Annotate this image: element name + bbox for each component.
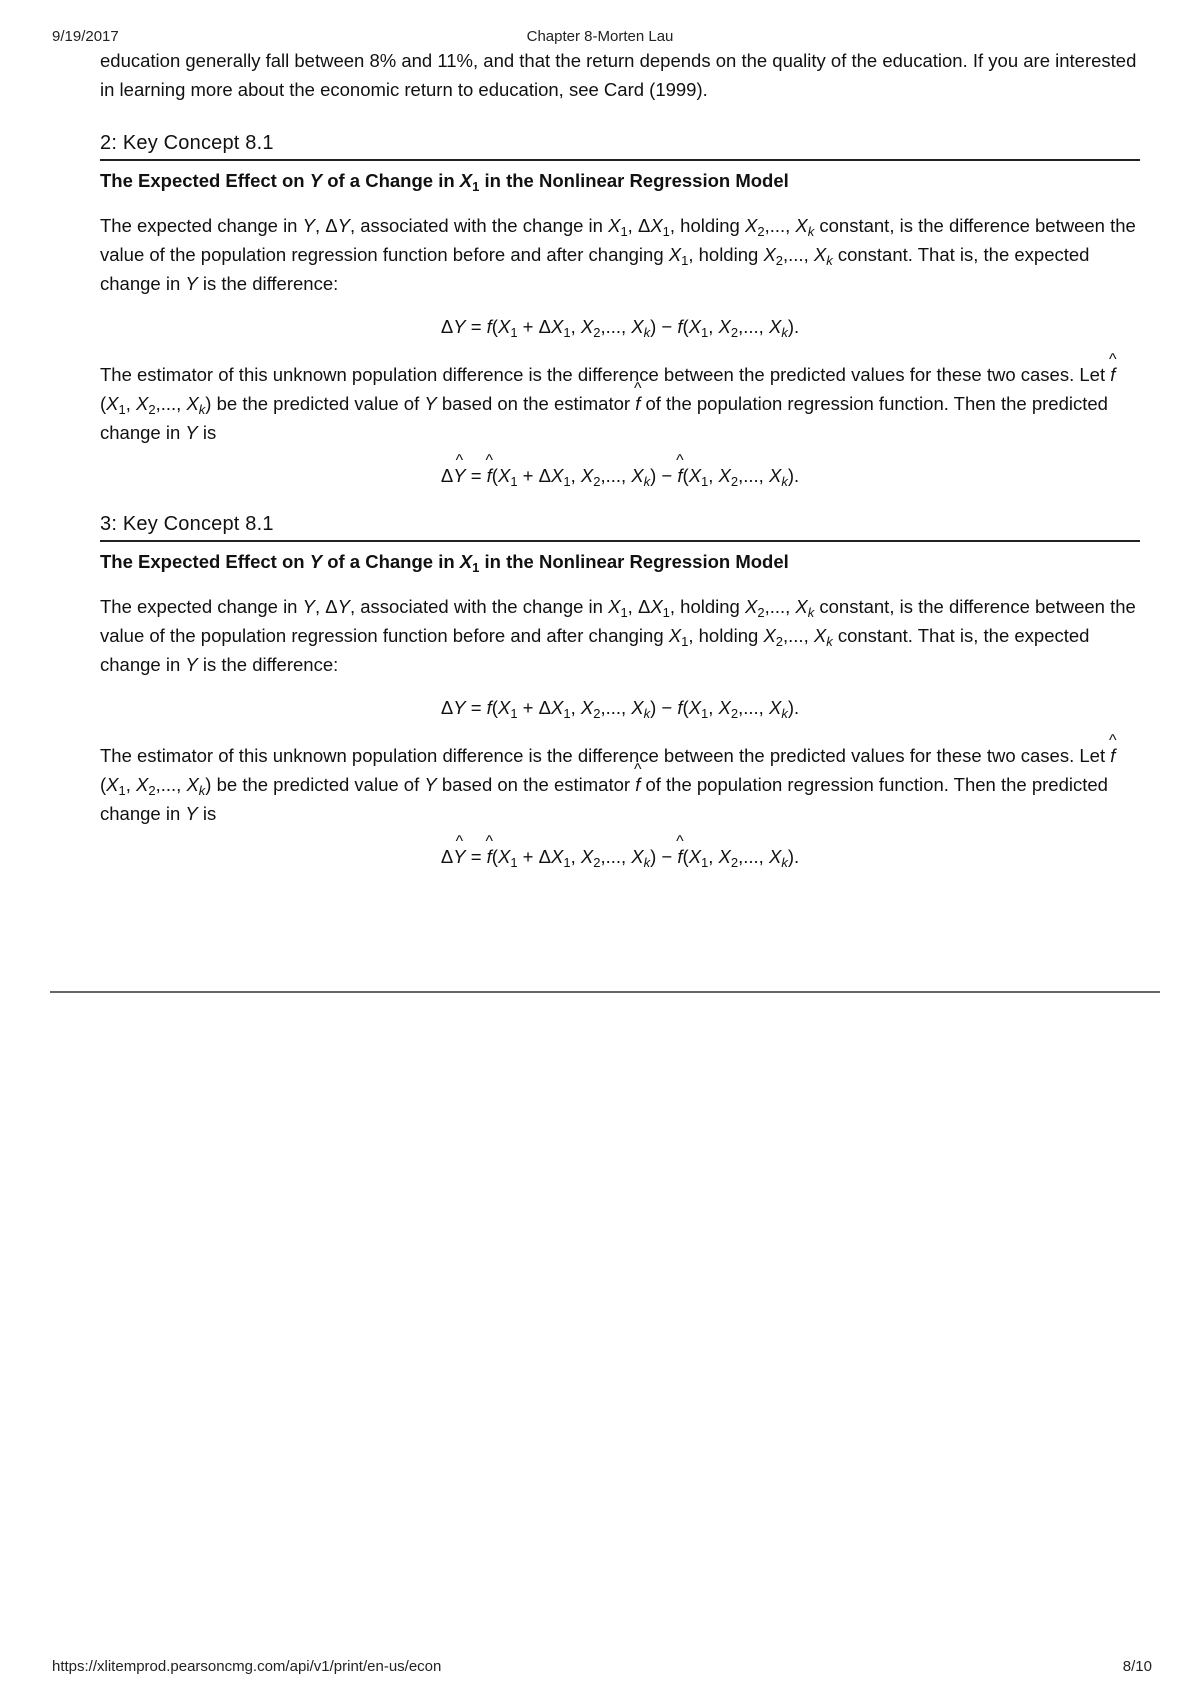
key-concept-title: The Expected Effect on Y of a Change in $X_1$ in the Nonlinear Regression Model (100, 170, 789, 194)
key-concept-title: The Expected Effect on Y of a Change in $X_1$ in the Nonlinear Regression Model (100, 551, 789, 575)
population-difference-equation: $\Delta Y = f(X_1 + \Delta X_1$, $X_2$,..., $X_k) - f(X_1$, $X_2$,..., $X_k$). (440, 697, 800, 721)
print-title: Chapter 8-Morten Lau (526, 28, 674, 45)
estimator-paragraph: The estimator of this unknown population difference is the difference between the predicted values for these two cases. Let ^ $f(X_1$, $X_2$,..., $X_k$) be the predicted value of Y based on the estimator ^ f of the population regression function. Then the predicted change in Y is (100, 741, 1140, 828)
section-end-rule (50, 991, 1160, 993)
population-difference-equation: $\Delta Y = f(X_1 + \Delta X_1$, $X_2$,..., $X_k) - f(X_1$, $X_2$,..., $X_k$). (440, 316, 800, 340)
page-number: 8/10 (1122, 1658, 1152, 1675)
key-concept-heading: 2: Key Concept 8.1 (100, 132, 274, 154)
predicted-change-equation: Δ^ Y = ^ $f(X_1 + \Delta X_1$, $X_2$,..., $X_k$) − ^ $f(X_1$, $X_2$,..., $X_k$). (100, 461, 1140, 491)
intro-paragraph: education generally fall between 8% and 11%, and that the return depends on the quality of the education. If you are interested in learning more about the economic return to education, see Card (1999). (100, 50, 1137, 100)
key-concept-block (100, 513, 1140, 872)
predicted-change-equation: Δ^ Y = ^ $f(X_1 + \Delta X_1$, $X_2$,..., $X_k$) − ^ $f(X_1$, $X_2$,..., $X_k$). (100, 842, 1140, 872)
key-concept-block (100, 132, 1140, 491)
source-url: https://xlitemprod.pearsoncmg.com/api/v1/print/en-us/econ (52, 1658, 442, 1675)
definition-paragraph: The expected change in Y, ΔY, associated with the change in $X_1$, $\Delta X_1$, holding $X_2$,..., $X_k$ constant, is the difference between the value of the population regression function before and after changing $X_1$, holding $X_2$,..., $X_k$ constant. That is, the expected change in Y is the difference: (100, 215, 1136, 294)
key-concept-rule (100, 540, 1140, 542)
key-concept-rule (100, 159, 1140, 161)
page-content (100, 46, 1140, 890)
print-date: 9/19/2017 (52, 28, 119, 45)
key-concept-heading: 3: Key Concept 8.1 (100, 513, 274, 535)
estimator-paragraph: The estimator of this unknown population difference is the difference between the predicted values for these two cases. Let ^ $f(X_1$, $X_2$,..., $X_k$) be the predicted value of Y based on the estimator ^ f of the population regression function. Then the predicted change in Y is (100, 360, 1140, 447)
definition-paragraph: The expected change in Y, ΔY, associated with the change in $X_1$, $\Delta X_1$, holding $X_2$,..., $X_k$ constant, is the difference between the value of the population regression function before and after changing $X_1$, holding $X_2$,..., $X_k$ constant. That is, the expected change in Y is the difference: (100, 596, 1136, 675)
